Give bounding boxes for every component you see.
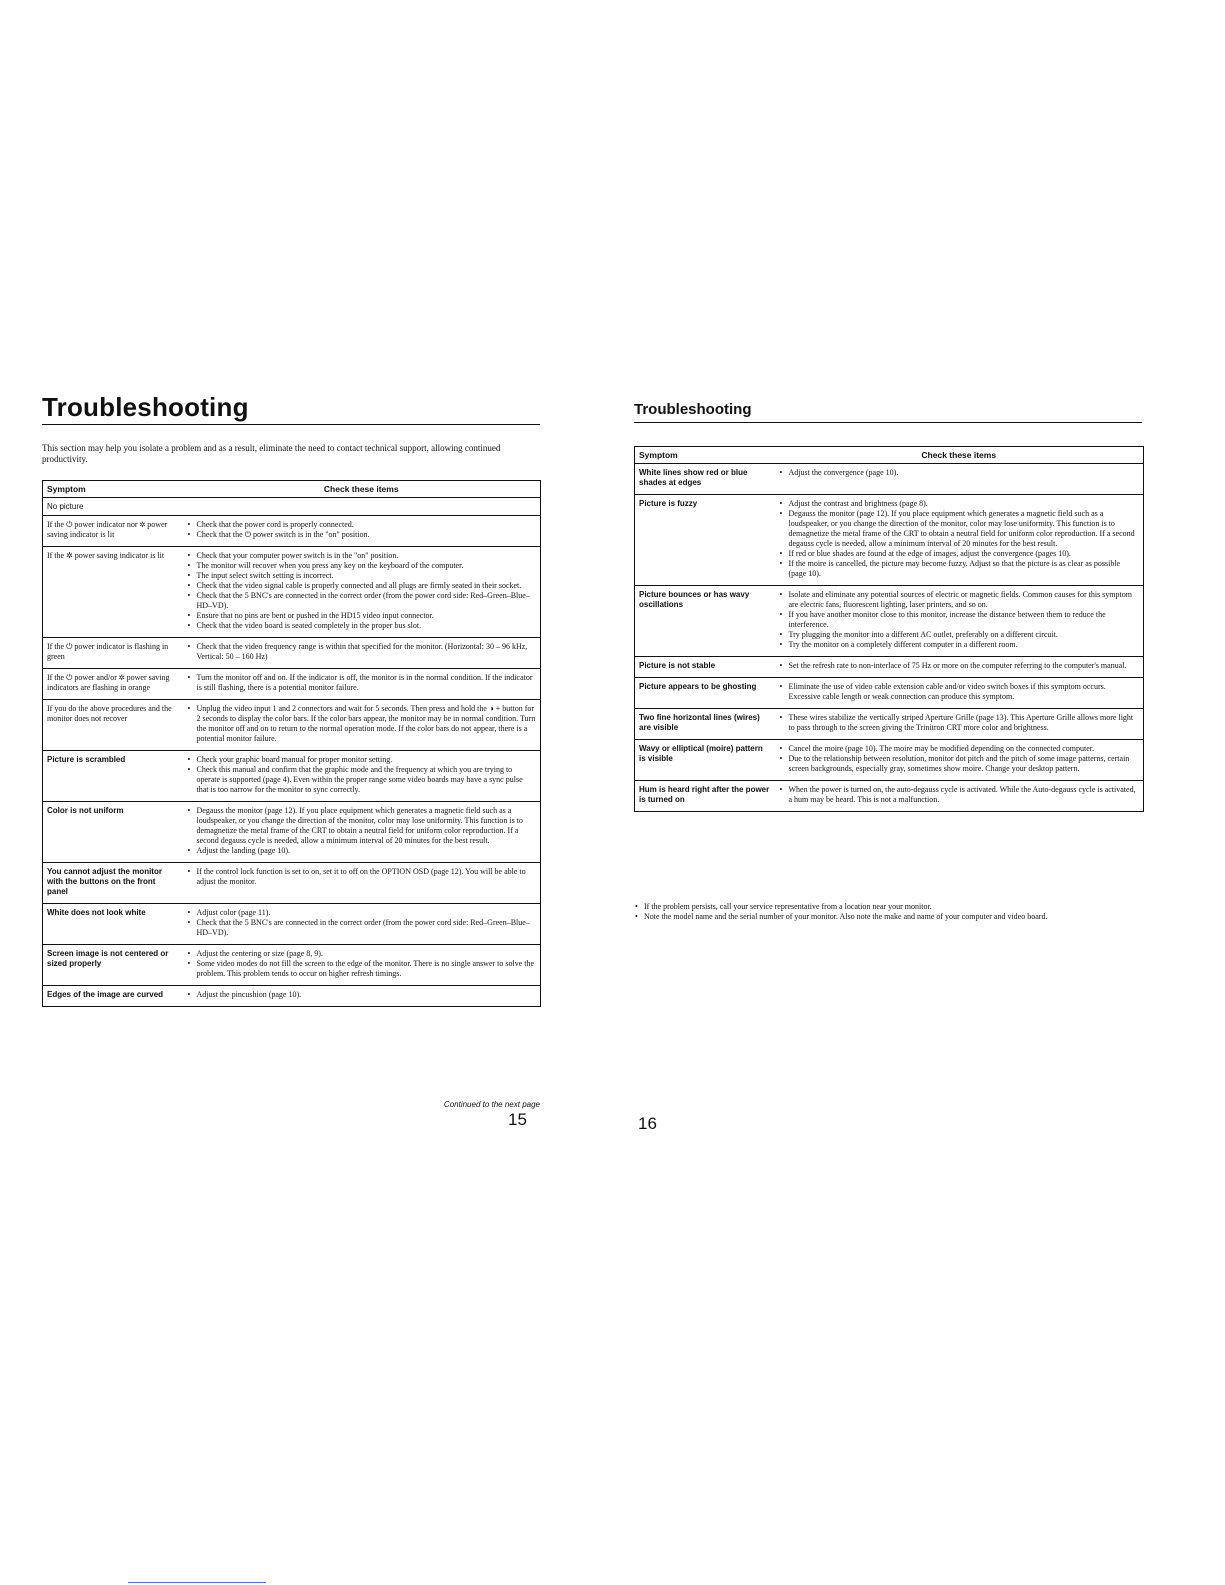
check-cell <box>183 863 541 904</box>
check-cell <box>183 669 541 700</box>
check-list <box>779 499 1140 579</box>
title-rule-right <box>634 422 1142 423</box>
check-item: • Check that the power cord is properly connected. <box>197 520 537 530</box>
page-title-right: Troubleshooting <box>634 401 752 418</box>
symptom-cell: White does not look white <box>43 904 183 945</box>
check-item: • Some video modes do not fill the screen to the edge of the monitor. There is no single answer to solve the problem. This problem tends to occur on higher refresh timings. <box>197 959 537 979</box>
check-cell <box>183 802 541 863</box>
check-item: • If red or blue shades are found at the edge of images, adjust the convergence (pages 10). <box>789 549 1140 559</box>
table-row <box>43 669 541 700</box>
check-cell <box>775 740 1144 781</box>
troubleshooting-table-left <box>42 480 541 1007</box>
table-row <box>43 904 541 945</box>
symptom-cell: No picture <box>43 498 541 516</box>
check-item: • Unplug the video input 1 and 2 connectors and wait for 5 seconds. Then press and hold the ◑ + button for 2 seconds to display the color bars. If the color bars appear, the monitor may be in normal condition. Turn the monitor off and on to return to the normal operation mode. If the color bars do not appear, there is a potential monitor failure. <box>197 704 537 744</box>
check-item: • Try the monitor on a completely different computer in a different room. <box>789 640 1140 650</box>
check-item: • The input select switch setting is incorrect. <box>197 571 537 581</box>
symptom-header: Symptom <box>43 481 183 498</box>
symptom-cell: Picture is scrambled <box>43 751 183 802</box>
check-list <box>779 468 1140 478</box>
table-row <box>635 464 1144 495</box>
check-list <box>187 867 537 887</box>
table-header-row <box>43 481 541 498</box>
check-item: • Degauss the monitor (page 12). If you place equipment which generates a magnetic field such as a loudspeaker, or you change the direction of the monitor, color may lose uniformity. This function is to demagnetize the metal frame of the CRT to obtain a neutral field for uniform color reproduction. If a second degauss cycle is needed, allow a minimum interval of 20 minutes for the best result. <box>197 806 537 846</box>
check-item: • If the moire is cancelled, the picture may become fuzzy. Adjust so that the picture is as clear as possible (page 10). <box>789 559 1140 579</box>
table-row <box>43 986 541 1007</box>
check-item: • Adjust the contrast and brightness (page 8). <box>789 499 1140 509</box>
check-list <box>187 704 537 744</box>
symptom-cell: If the ✲ power saving indicator is lit <box>43 547 183 638</box>
check-item: • Set the refresh rate to non-interlace of 75 Hz or more on the computer referring to the computer's manual. <box>789 661 1140 671</box>
table-row <box>43 498 541 516</box>
check-item: • Check that your computer power switch is in the "on" position. <box>197 551 537 561</box>
check-item: • These wires stabilize the vertically striped Aperture Grille (page 13). This Aperture Grille allows more light to pass through to the screen giving the Trinitron CRT more color and brightness. <box>789 713 1140 733</box>
check-item: • Check your graphic board manual for proper monitor setting. <box>197 755 537 765</box>
check-cell <box>775 781 1144 812</box>
left-page <box>0 0 612 1585</box>
right-page <box>612 0 1225 1585</box>
symptom-header: Symptom <box>635 447 775 464</box>
check-list <box>187 551 537 631</box>
check-item: • If the control lock function is set to on, set it to off on the OPTION OSD (page 12). You will be able to adjust the monitor. <box>197 867 537 887</box>
check-list <box>187 949 537 979</box>
symptom-cell: Wavy or elliptical (moire) pattern is visible <box>635 740 775 781</box>
symptom-cell: Picture bounces or has wavy oscillations <box>635 586 775 657</box>
check-item: • Check that the video board is seated completely in the proper bus slot. <box>197 621 537 631</box>
check-list <box>187 908 537 938</box>
page-number-left: 15 <box>508 1110 527 1129</box>
check-list <box>187 755 537 795</box>
symptom-cell: Picture appears to be ghosting <box>635 678 775 709</box>
check-item: • Adjust the convergence (page 10). <box>789 468 1140 478</box>
check-item: • Cancel the moire (page 10). The moire may be modified depending on the connected computer. <box>789 744 1140 754</box>
symptom-cell: If the ⏻ power and/or ✲ power saving indicators are flashing in orange <box>43 669 183 700</box>
symptom-cell: Picture is not stable <box>635 657 775 678</box>
check-item: • Due to the relationship between resolution, monitor dot pitch and the pitch of some image patterns, certain screen backgrounds, especially gray, sometimes show moire. Change your desktop pattern. <box>789 754 1140 774</box>
table-row <box>635 495 1144 586</box>
table-row <box>43 547 541 638</box>
check-cell <box>775 464 1144 495</box>
check-item: • The monitor will recover when you press any key on the keyboard of the computer. <box>197 561 537 571</box>
check-list <box>779 661 1140 671</box>
table-row <box>43 863 541 904</box>
check-cell <box>183 700 541 751</box>
check-item: • Adjust the landing (page 10). <box>197 846 537 856</box>
table-row <box>635 781 1144 812</box>
check-item: • Turn the monitor off and on. If the indicator is off, the monitor is in the normal condition. If the indicator is still flashing, there is a potential monitor failure. <box>197 673 537 693</box>
table-row <box>635 657 1144 678</box>
check-item: • Check that the 5 BNC's are connected in the correct order (from the power cord side: Red–Green–Blue–HD–VD). <box>197 591 537 611</box>
notes-list <box>634 902 1144 922</box>
table-body-right <box>635 464 1144 812</box>
title-rule <box>42 424 540 425</box>
check-header: Check these items <box>183 481 541 498</box>
check-cell <box>775 709 1144 740</box>
symptom-cell: You cannot adjust the monitor with the buttons on the front panel <box>43 863 183 904</box>
bottom-link-line <box>128 1582 266 1583</box>
check-item: • Check that the video signal cable is properly connected and all plugs are firmly seated in their socket. <box>197 581 537 591</box>
check-list <box>779 682 1140 702</box>
check-item: • Try plugging the monitor into a different AC outlet, preferably on a different circuit. <box>789 630 1140 640</box>
table-row <box>43 638 541 669</box>
table-header-row <box>635 447 1144 464</box>
symptom-cell: If you do the above procedures and the monitor does not recover <box>43 700 183 751</box>
check-item: • Adjust the centering or size (page 8, 9). <box>197 949 537 959</box>
note-item: • Note the model name and the serial number of your monitor. Also note the make and name of your computer and video board. <box>644 912 1144 922</box>
check-cell <box>183 751 541 802</box>
check-cell <box>775 657 1144 678</box>
continued-note: Continued to the next page <box>443 1100 540 1109</box>
table-row <box>635 709 1144 740</box>
check-cell <box>183 904 541 945</box>
check-item: • When the power is turned on, the auto-degauss cycle is activated. While the Auto-degauss cycle is activated, a hum may be heard. This is not a malfunction. <box>789 785 1140 805</box>
check-cell <box>775 495 1144 586</box>
troubleshooting-table-right <box>634 446 1144 812</box>
table-row <box>43 945 541 986</box>
check-list <box>779 713 1140 733</box>
check-item: • Check that the ⏻ power switch is in the "on" position. <box>197 530 537 540</box>
check-item: • Ensure that no pins are bent or pushed in the HD15 video input connector. <box>197 611 537 621</box>
symptom-cell: If the ⏻ power indicator nor ✲ power saving indicator is lit <box>43 516 183 547</box>
check-list <box>779 590 1140 650</box>
symptom-cell: If the ⏻ power indicator is flashing in green <box>43 638 183 669</box>
check-list <box>187 642 537 662</box>
check-header: Check these items <box>775 447 1144 464</box>
table-row <box>43 516 541 547</box>
symptom-cell: Hum is heard right after the power is turned on <box>635 781 775 812</box>
check-list <box>187 990 537 1000</box>
table-row <box>635 586 1144 657</box>
check-item: • Isolate and eliminate any potential sources of electric or magnetic fields. Common causes for this symptom are electric fans, fluorescent lighting, laser printers, and so on. <box>789 590 1140 610</box>
symptom-cell: Picture is fuzzy <box>635 495 775 586</box>
check-cell <box>183 516 541 547</box>
table-row <box>43 751 541 802</box>
check-cell <box>183 986 541 1007</box>
check-list <box>779 744 1140 774</box>
check-item: • Adjust color (page 11). <box>197 908 537 918</box>
check-cell <box>775 678 1144 709</box>
check-item: • Check that the video frequency range is within that specified for the monitor. (Horizontal: 30 – 96 kHz, Vertical: 50 – 160 Hz) <box>197 642 537 662</box>
symptom-cell: Two fine horizontal lines (wires) are visible <box>635 709 775 740</box>
check-list <box>187 673 537 693</box>
check-item: • Eliminate the use of video cable extension cable and/or video switch boxes if this symptom occurs. Excessive cable length or weak connection can produce this symptom. <box>789 682 1140 702</box>
symptom-cell: White lines show red or blue shades at edges <box>635 464 775 495</box>
check-list <box>187 520 537 540</box>
check-item: • Adjust the pincushion (page 10). <box>197 990 537 1000</box>
check-cell <box>183 638 541 669</box>
check-item: • Check that the 5 BNC's are connected in the correct order (from the power cord side: Red–Green–Blue–HD–VD). <box>197 918 537 938</box>
page-title: Troubleshooting <box>42 392 249 422</box>
check-cell <box>183 945 541 986</box>
check-item: • Degauss the monitor (page 12). If you place equipment which generates a magnetic field such as a loudspeaker, or you change the direction of the monitor, color may lose uniformity. This function is to demagnetize the metal frame of the CRT to obtain a neutral field for uniform color reproduction. If a second degauss cycle is needed, allow a minimum interval of 20 minutes for the best result. <box>789 509 1140 549</box>
symptom-cell: Color is not uniform <box>43 802 183 863</box>
symptom-cell: Edges of the image are curved <box>43 986 183 1007</box>
check-cell <box>183 547 541 638</box>
check-item: • If you have another monitor close to this monitor, increase the distance between them to reduce the interference. <box>789 610 1140 630</box>
table-row <box>43 802 541 863</box>
check-list <box>779 785 1140 805</box>
intro-text: This section may help you isolate a problem and as a result, eliminate the need to contact technical support, allowing continued productivity. <box>42 443 501 464</box>
check-item: • Check this manual and confirm that the graphic mode and the frequency at which you are trying to operate is supported (page 4). Even within the proper range some video boards may have a sync pulse that is too narrow for the monitor to sync correctly. <box>197 765 537 795</box>
check-list <box>187 806 537 856</box>
page-number-right: 16 <box>638 1114 657 1133</box>
table-row <box>635 678 1144 709</box>
table-body-left <box>43 498 541 1007</box>
note-item: • If the problem persists, call your service representative from a location near your monitor. <box>644 902 1144 912</box>
symptom-cell: Screen image is not centered or sized properly <box>43 945 183 986</box>
check-cell <box>775 586 1144 657</box>
table-row <box>43 700 541 751</box>
table-row <box>635 740 1144 781</box>
